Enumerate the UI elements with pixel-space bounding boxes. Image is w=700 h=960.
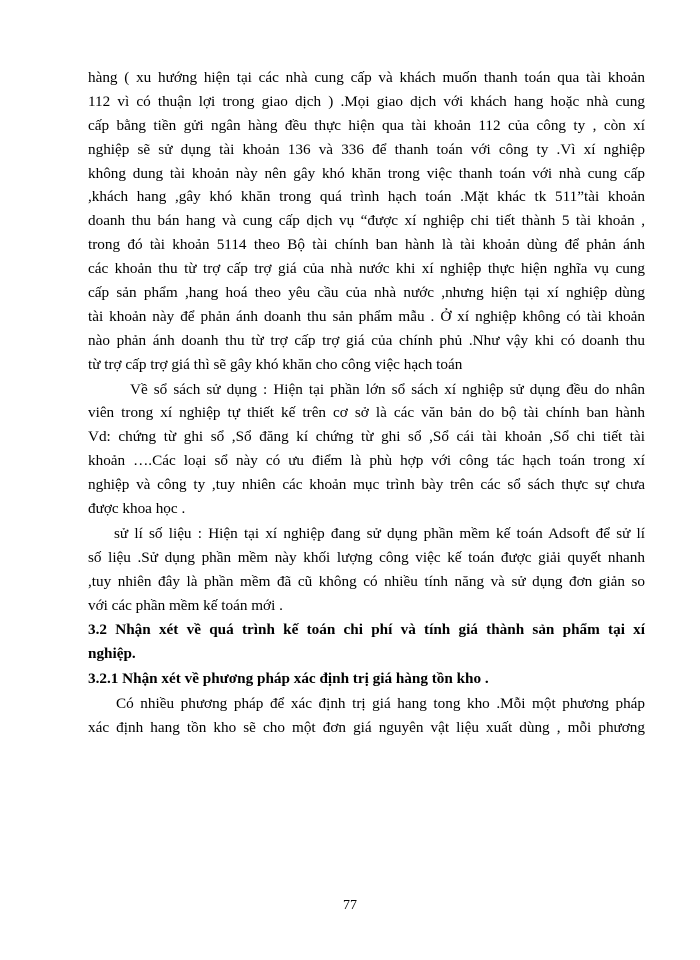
text-line: với các phần mềm kế toán mới . bbox=[88, 596, 283, 614]
text-line: viên trong xí nghiệp tự thiết kế trên cơ sở là các văn bản do bộ tài chính ban hành bbox=[88, 404, 645, 422]
section-heading-3-2 bbox=[88, 618, 645, 666]
text-line: Vd: chứng từ ghi sổ ,Sổ đăng kí chứng từ ghi sổ ,Sổ cái tài khoản ,Sổ chi tiết tài bbox=[88, 428, 645, 446]
text-line: nào phản ánh doanh thu từ trợ cấp trợ giá của chính phủ .Như vậy khi có doanh thu bbox=[88, 331, 645, 349]
heading-line: 3.2 Nhận xét về quá trình kế toán chi phí và tính giá thành sản phẩm tại xí bbox=[88, 621, 645, 639]
text-line: các khoản thu từ trợ cấp trợ giá của nhà nước khi xí nghiệp thực hiện nghĩa vụ cung bbox=[88, 260, 645, 278]
page-body bbox=[88, 66, 645, 740]
subsection-heading-3-2-1: 3.2.1 Nhận xét về phương pháp xác định trị giá hàng tồn kho . bbox=[88, 670, 489, 688]
text-line: số liệu .Sử dụng phần mềm này khối lượng công việc kế toán được giải quyết nhanh bbox=[88, 548, 645, 566]
text-line: khoản ….Các loại sổ này có ưu điểm là phù hợp với công tác hạch toán trong xí bbox=[88, 452, 645, 470]
paragraph-software bbox=[88, 522, 645, 618]
text-line: ,khách hang ,gây khó khăn trong quá trình hạch toán .Mặt khác tk 511”tài khoản bbox=[88, 188, 645, 206]
paragraph-accounts bbox=[88, 66, 645, 377]
text-line: Có nhiều phương pháp để xác định trị giá hang tong kho .Mỗi một phương pháp bbox=[116, 695, 645, 713]
page-number: 77 bbox=[343, 898, 357, 913]
text-line: sử lí số liệu : Hiện tại xí nghiệp đang sử dụng phần mềm kế toán Adsoft để sử lí bbox=[114, 524, 645, 542]
text-line: 112 vì có thuận lợi trong giao dịch ) .Mọi giao dịch với khách hang hoặc nhà cung bbox=[88, 92, 645, 110]
paragraph-ledgers bbox=[88, 378, 645, 521]
text-line: tài khoản này để phản ánh doanh thu sản phẩm mẫu . Ở xí nghiệp không có tài khoản bbox=[88, 307, 645, 325]
text-line: trong đó tài khoản 5114 theo Bộ tài chính ban hành là tài khoản dùng để phản ánh bbox=[88, 236, 645, 254]
text-line: xác định hang tồn kho sẽ cho một đơn giá nguyên vật liệu xuất dùng , mỗi phương bbox=[88, 719, 645, 737]
text-line: doanh thu bán hang và cung cấp dịch vụ “được xí nghiệp chi tiết thành 5 tài khoản , bbox=[88, 212, 645, 230]
text-line: ,tuy nhiên đây là phần mềm đã cũ không có nhiều tính năng và sử dụng đơn giản so bbox=[88, 572, 645, 590]
text-line: nghiệp sẽ sử dụng tài khoản 136 và 336 để thanh toán với công ty .Vì xí nghiệp bbox=[88, 140, 645, 158]
heading-line: nghiệp. bbox=[88, 645, 136, 663]
text-line: Về sổ sách sử dụng : Hiện tại phần lớn sổ sách xí nghiệp sử dụng đều do nhân bbox=[130, 380, 645, 398]
text-line: hàng ( xu hướng hiện tại các nhà cung cấp và khách muốn thanh toán qua tài khoản bbox=[88, 69, 645, 86]
text-line: nghiệp và công ty ,tuy nhiên các khoản mục trình bày trên các sổ sách thực sự chưa bbox=[88, 476, 645, 494]
text-line: không dung tài khoản này nên gây khó khăn trong việc thanh toán với nhà cung cấp bbox=[88, 164, 645, 182]
text-line: được khoa học . bbox=[88, 500, 186, 518]
paragraph-inventory-methods bbox=[88, 692, 645, 740]
text-line: cấp bằng tiền gửi ngân hàng đều thực hiện qua tài khoản 112 của công ty , còn xí bbox=[88, 116, 645, 134]
text-line: cấp sản phẩm ,hang hoá theo yêu cầu của nhà nước ,nhưng hiện tại xí nghiệp dùng bbox=[88, 284, 645, 302]
text-line: từ trợ cấp trợ giá thì sẽ gây khó khăn cho công việc hạch toán bbox=[88, 355, 463, 373]
